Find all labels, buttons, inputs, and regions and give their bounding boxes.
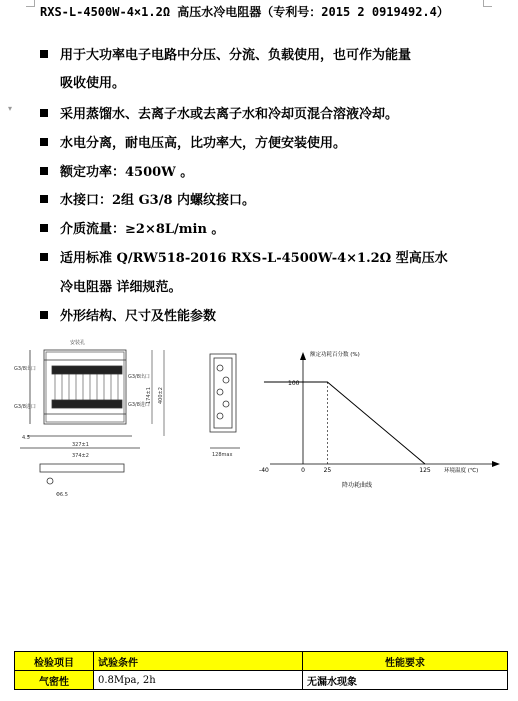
dimension-label: Φ6.5 — [56, 492, 68, 498]
label-outlet: G3/8出口 — [128, 374, 150, 380]
document-title: RXS-L-4500W-4×1.2Ω 高压水冷电阻器（专利号：2015 2 0919492.4） — [40, 5, 449, 19]
bullet-item: 额定功率：4500W 。 — [40, 164, 193, 182]
table-cell: 无漏水现象 — [303, 671, 508, 690]
y-axis-label: 额定功耗百分数 (%) — [310, 352, 360, 358]
dimension-label: 374±2 — [72, 453, 89, 459]
label-inlet: G3/8进口 — [128, 402, 150, 408]
bullet-item: 外形结构、尺寸及性能参数 — [40, 308, 216, 326]
label-mount-hole: 安装孔 — [70, 340, 86, 346]
table-cell: 0.8Mpa, 2h — [94, 671, 303, 690]
table-header-cell: 性能要求 — [303, 652, 508, 671]
table-header-row — [15, 652, 508, 671]
bullet-item: 介质流量：≥2×8L/min 。 — [40, 221, 224, 239]
bullet-square — [40, 195, 48, 203]
chart-title: 降功耗曲线 — [342, 482, 373, 489]
dimension-label: 400±2 — [158, 387, 164, 404]
margin-corner-mark — [26, 0, 35, 7]
dimension-label: 327±1 — [72, 442, 89, 448]
resistor-body-outline — [44, 350, 126, 424]
derating-chart — [259, 350, 500, 489]
x-tick-label: 125 — [419, 467, 431, 474]
bullet-square — [40, 253, 48, 261]
bullet-square — [40, 109, 48, 117]
bullet-item: 水接口：2组 G3/8 内螺纹接口。 — [40, 192, 255, 210]
x-tick-label: -40 — [259, 467, 269, 474]
bullet-square — [40, 50, 48, 58]
collapse-marker-icon: ▾ — [8, 104, 13, 113]
bullet-item: 适用标准 Q/RW518-2016 RXS-L-4500W-4×1.2Ω 型高压水 — [40, 250, 448, 268]
x-axis-label: 环境温度 (℃) — [444, 468, 479, 474]
test-table — [14, 651, 508, 690]
table-row — [15, 671, 508, 690]
dimension-label: 4.5 — [22, 435, 30, 441]
bullet-square — [40, 138, 48, 146]
label-outlet: G3/8出口 — [14, 366, 36, 372]
bullet-continuation: 吸收使用。 — [60, 76, 126, 91]
dimension-label: 128max — [212, 452, 233, 458]
bullet-square — [40, 167, 48, 175]
table-header-cell: 检验项目 — [15, 652, 94, 671]
y-axis-arrow — [300, 352, 306, 360]
front-view — [20, 350, 140, 484]
x-tick-label: 0 — [301, 467, 305, 474]
margin-corner-mark — [483, 0, 492, 7]
bullet-item: 采用蒸馏水、去离子水或去离子水和冷却页混合溶液冷却。 — [40, 106, 398, 124]
technical-drawing — [0, 336, 518, 526]
side-view — [210, 354, 240, 448]
y-tick-label: 100 — [288, 380, 300, 387]
bullet-square — [40, 224, 48, 232]
label-inlet: G3/8进口 — [14, 404, 36, 410]
bullet-item: 水电分离，耐电压高，比功率大，方便安装使用。 — [40, 135, 346, 153]
dimension-label: 174±1 — [146, 387, 152, 404]
table-header-cell: 试验条件 — [94, 652, 303, 671]
series-line — [264, 382, 425, 464]
bullet-continuation: 冷电阻器 详细规范。 — [60, 280, 182, 295]
bullet-item: 用于大功率电子电路中分压、分流、负载使用，也可作为能量 — [40, 47, 411, 65]
table-cell: 气密性 — [15, 671, 94, 690]
x-tick-label: 25 — [323, 467, 332, 474]
bullet-square — [40, 311, 48, 319]
x-axis-arrow — [492, 461, 500, 467]
